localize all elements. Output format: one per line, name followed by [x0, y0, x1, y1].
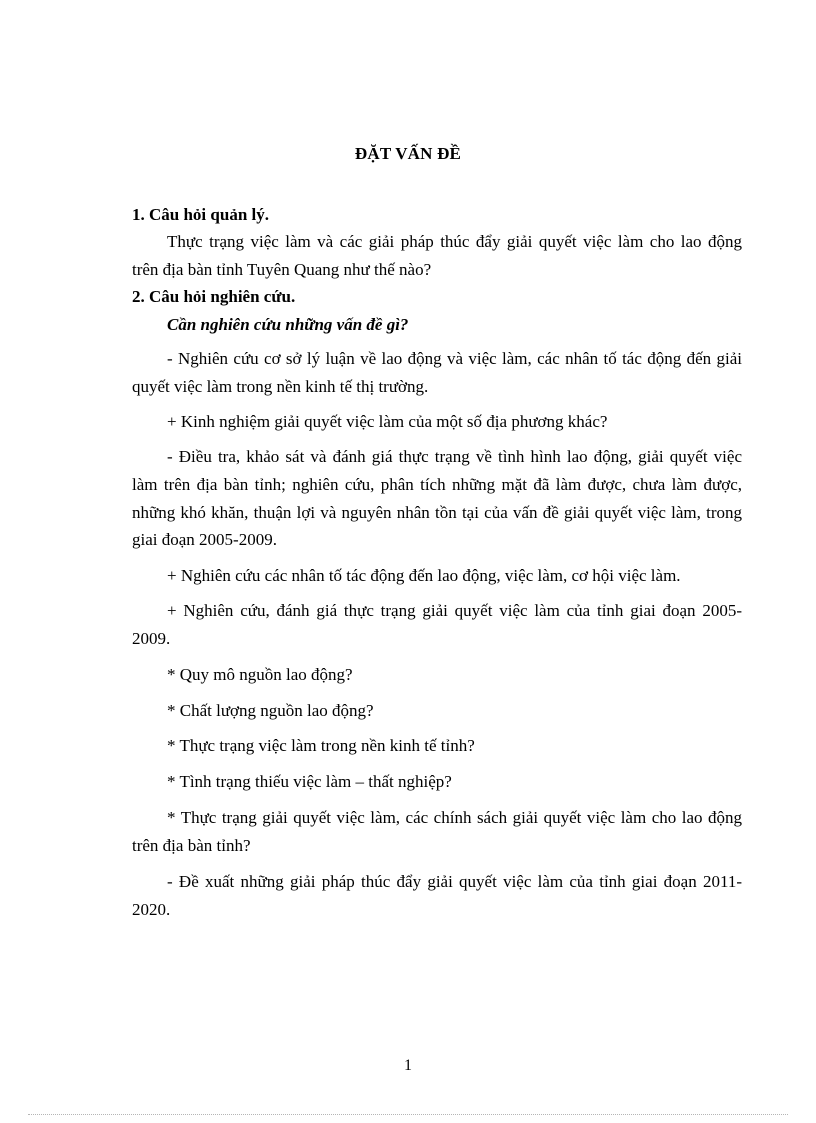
footer-divider [28, 1114, 788, 1115]
item-10-line-2: trên địa bàn tỉnh? [132, 836, 251, 855]
section-1-paragraph-line-1: Thực trạng việc làm và các giải pháp thúc đẩy giải quyết việc làm cho lao động [167, 232, 742, 251]
item-3-line-4: giai đoạn 2005-2009. [132, 530, 277, 549]
item-5-line-2: 2009. [132, 629, 171, 648]
page-title: ĐẶT VẤN ĐỀ [354, 144, 462, 163]
item-3-line-2: làm trên địa bàn tỉnh; nghiên cứu, phân tích những mặt đã làm được, chưa làm được, [132, 475, 742, 494]
item-9: * Tình trạng thiếu việc làm – thất nghiệp? [167, 772, 452, 791]
item-11-line-2: 2020. [132, 900, 171, 919]
section-1-paragraph-line-2: trên địa bàn tỉnh Tuyên Quang như thế nào? [132, 260, 432, 279]
section-1-heading: 1. Câu hỏi quản lý. [132, 205, 269, 224]
section-2-heading: 2. Câu hỏi nghiên cứu. [132, 287, 296, 306]
item-1-line-2: quyết việc làm trong nền kinh tế thị trường. [132, 377, 429, 396]
item-3-line-3: những khó khăn, thuận lợi và nguyên nhân tồn tại của vấn đề giải quyết việc làm, trong [132, 503, 742, 522]
page-number: 1 [404, 1057, 412, 1074]
item-7: * Chất lượng nguồn lao động? [167, 701, 374, 720]
item-10-line-1: * Thực trạng giải quyết việc làm, các chính sách giải quyết việc làm cho lao động [167, 808, 742, 827]
item-3-line-1: - Điều tra, khảo sát và đánh giá thực trạng về tình hình lao động, giải quyết việc [167, 447, 742, 466]
item-2: + Kinh nghiệm giải quyết việc làm của một số địa phương khác? [167, 412, 608, 431]
item-11-line-1: - Đề xuất những giải pháp thúc đẩy giải quyết việc làm của tỉnh giai đoạn 2011- [167, 872, 742, 891]
item-1-line-1: - Nghiên cứu cơ sở lý luận về lao động và việc làm, các nhân tố tác động đến giải [167, 349, 742, 368]
item-4: + Nghiên cứu các nhân tố tác động đến lao động, việc làm, cơ hội việc làm. [167, 566, 681, 585]
section-2-subheading: Cần nghiên cứu những vấn đề gì? [167, 315, 409, 334]
item-8: * Thực trạng việc làm trong nền kinh tế tỉnh? [167, 736, 475, 755]
item-5-line-1: + Nghiên cứu, đánh giá thực trạng giải quyết việc làm của tỉnh giai đoạn 2005- [167, 601, 742, 620]
item-6: * Quy mô nguồn lao động? [167, 665, 353, 684]
